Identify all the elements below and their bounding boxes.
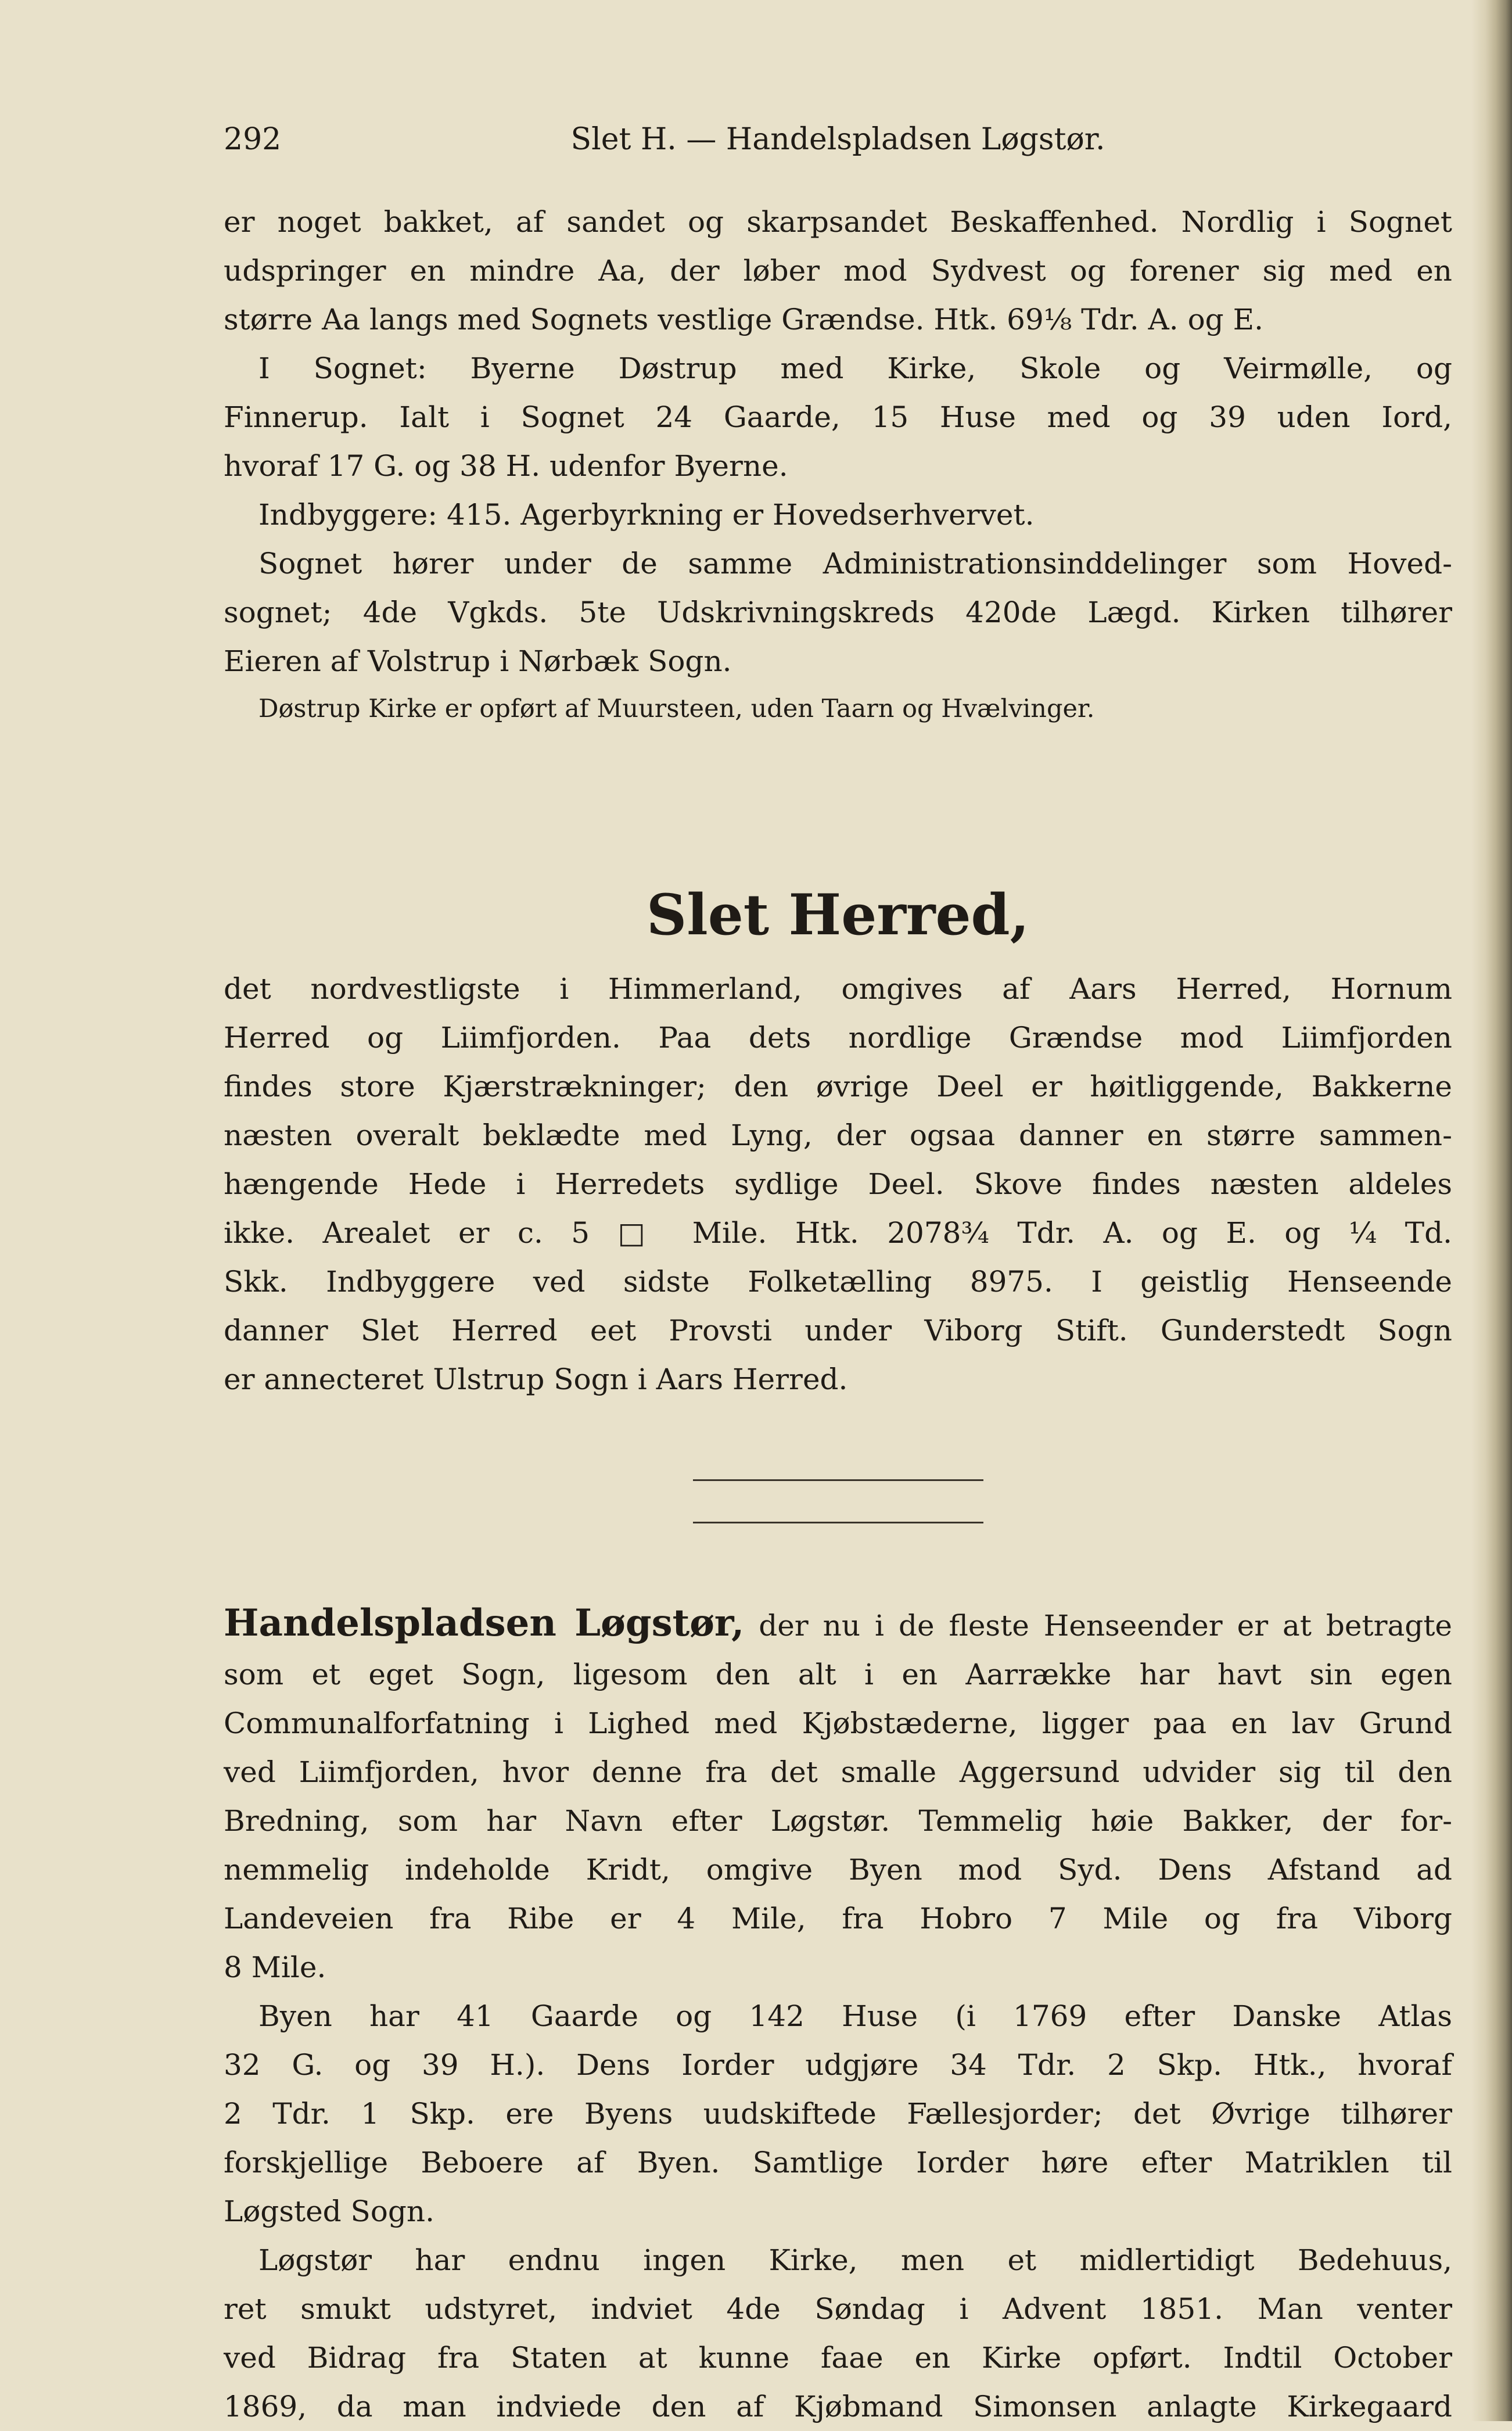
text-line: større Aa langs med Sognets vestlige Grændse. Htk. 69⅛ Tdr. A. og E. [224,303,1263,336]
text-line: 8 Mile. [224,1950,326,1984]
text-line: Indbyggere: 415. Agerbyrkning er Hovedserhvervet. [258,498,1035,532]
text-line: det nordvestligste i Himmerland, omgives af Aars Herred, Hornum [224,972,1452,1006]
section-heading: Slet Herred, [646,882,1030,948]
divider-rule [693,1479,983,1481]
text-line: Løgstør har endnu ingen Kirke, men et midlertidigt Bedehuus, [258,2243,1452,2277]
running-header [224,116,1452,163]
text-line: 32 G. og 39 H.). Dens Iorder udgjøre 34 Tdr. 2 Skp. Htk., hvoraf [224,2048,1452,2082]
text-line: Finnerup. Ialt i Sognet 24 Gaarde, 15 Huse med og 39 uden Iord, [224,400,1452,434]
page-number: 292 [224,122,282,157]
loegstoer-lead: Handelspladsen Løgstør, [224,1601,745,1645]
book-binding-edge [1471,0,1512,2421]
herred-section [224,964,1452,1404]
text-line: Løgsted Sogn. [224,2195,435,2228]
text-line: 1869, da man indviede den af Kjøbmand Simonsen anlagte Kirkegaard [224,2390,1452,2423]
text-line: ved Bidrag fra Staten at kunne faae en Kirke opført. Indtil October [224,2341,1452,2375]
text-line: Eieren af Volstrup i Nørbæk Sogn. [224,644,732,678]
text-line: findes store Kjærstrækninger; den øvrige Deel er høitliggende, Bakkerne [224,1070,1452,1103]
text-line: Skk. Indbyggere ved sidste Folketælling 8975. I geistlig Henseende [224,1265,1452,1299]
text-line: Sognet hører under de samme Administrationsinddelinger som Hoved- [258,547,1452,580]
text-line: danner Slet Herred eet Provsti under Viborg Stift. Gunderstedt Sogn [224,1314,1452,1347]
text-line: Landeveien fra Ribe er 4 Mile, fra Hobro 7 Mile og fra Viborg [224,1902,1452,1935]
text-line: Communalforfatning i Lighed med Kjøbstæderne, ligger paa en lav Grund [224,1706,1452,1740]
text-line: Herred og Liimfjorden. Paa dets nordlige Grændse mod Liimfjorden [224,1021,1452,1055]
text-line: I Sognet: Byerne Døstrup med Kirke, Skole og Veirmølle, og [258,352,1452,385]
lead-continuation: der nu i de fleste Henseender er at betragte [744,1609,1453,1643]
text-line: ikke. Arealet er c. 5 □ Mile. Htk. 2078¾ Tdr. A. og E. og ¼ Td. [224,1216,1452,1250]
text-line: ved Liimfjorden, hvor denne fra det smalle Aggersund udvider sig til den [224,1755,1452,1789]
text-line: udspringer en mindre Aa, der løber mod Sydvest og forener sig med en [224,254,1452,288]
text-line: næsten overalt beklædte med Lyng, der ogsaa danner en større sammen- [224,1118,1452,1152]
footnote-text: Døstrup Kirke er opført af Muursteen, uden Taarn og Hvælvinger. [258,694,1095,723]
divider-rule [693,1522,983,1523]
text-line: er noget bakket, af sandet og skarpsandet Beskaffenhed. Nordlig i Sognet [224,205,1452,239]
text-line: nemmelig indeholde Kridt, omgive Byen mod Syd. Dens Afstand ad [224,1853,1452,1887]
text-line: hængende Hede i Herredets sydlige Deel. Skove findes næsten aldeles [224,1167,1452,1201]
running-title: Slet H. — Handelspladsen Løgstør. [570,122,1105,157]
text-line: sognet; 4de Vgkds. 5te Udskrivningskreds 420de Lægd. Kirken tilhører [224,596,1452,629]
text-line: Bredning, som har Navn efter Løgstør. Temmelig høie Bakker, der for- [224,1804,1452,1838]
text-line: ret smukt udstyret, indviet 4de Søndag i Advent 1851. Man venter [224,2292,1452,2326]
text-line: hvoraf 17 G. og 38 H. udenfor Byerne. [224,449,788,483]
top-section [224,198,1452,732]
text-line: forskjellige Beboere af Byen. Samtlige Iorder høre efter Matriklen til [224,2146,1452,2179]
text-line [224,1599,1452,1650]
text-line: som et eget Sogn, ligesom den alt i en Aarrække har havt sin egen [224,1658,1452,1691]
text-line: Byen har 41 Gaarde og 142 Huse (i 1769 efter Danske Atlas [258,1999,1452,2033]
text-line: 2 Tdr. 1 Skp. ere Byens uudskiftede Fællesjorder; det Øvrige tilhører [224,2097,1452,2131]
book-page [224,116,1452,2431]
text-line: er annecteret Ulstrup Sogn i Aars Herred. [224,1362,848,1396]
loegstoer-section [224,1599,1452,2431]
